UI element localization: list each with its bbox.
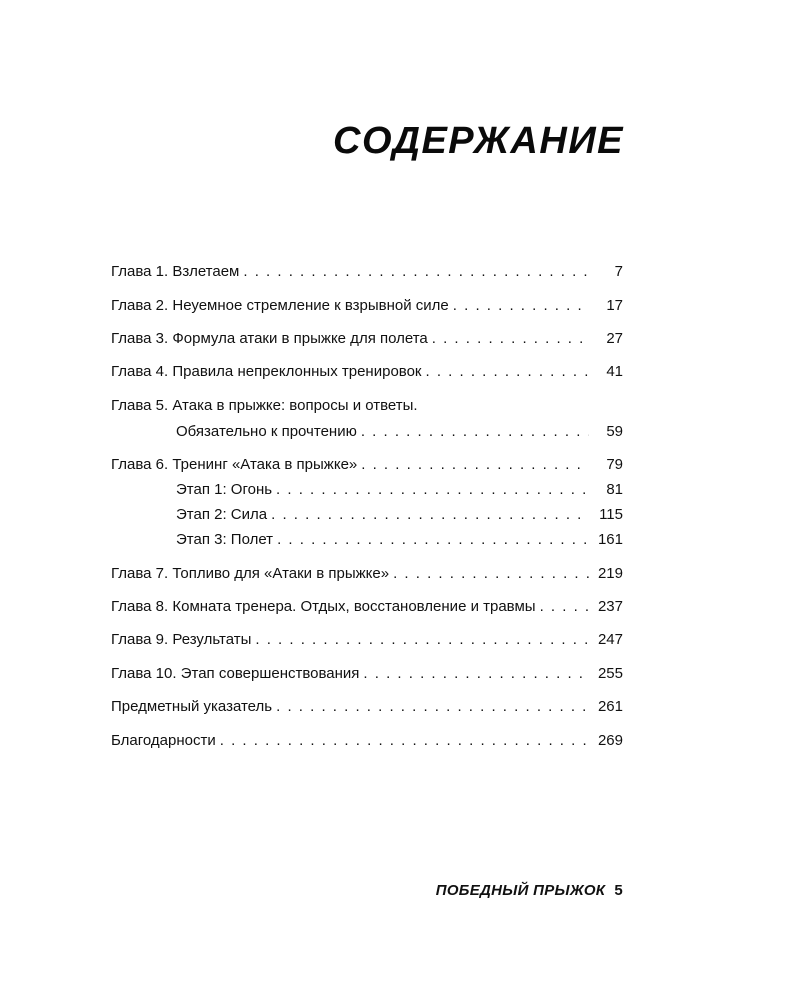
toc-entry-chapter-3[interactable] bbox=[111, 326, 623, 352]
page-title: СОДЕРЖАНИЕ bbox=[333, 120, 624, 162]
toc-entry-label: Глава 1. Взлетаем bbox=[111, 263, 240, 280]
footer-book-title: ПОБЕДНЫЙ ПРЫЖОК bbox=[435, 882, 606, 899]
running-footer bbox=[436, 881, 623, 901]
toc-entry-stage-3[interactable] bbox=[111, 527, 623, 553]
toc-entry-acknowledgements[interactable] bbox=[111, 728, 623, 754]
toc-page-number: 81 bbox=[606, 481, 623, 498]
toc-page-number: 255 bbox=[597, 665, 623, 682]
dot-leader bbox=[453, 293, 589, 319]
toc-page-number: 7 bbox=[614, 263, 623, 280]
toc-entry-chapter-8[interactable] bbox=[111, 594, 623, 620]
toc-entry-chapter-6[interactable] bbox=[111, 452, 623, 478]
dot-leader bbox=[276, 477, 589, 503]
dot-leader bbox=[363, 661, 589, 687]
dot-leader bbox=[361, 419, 589, 445]
toc-entry-label: Глава 4. Правила непреклонных тренировок bbox=[111, 363, 422, 380]
toc-page-number: 59 bbox=[606, 423, 623, 440]
toc-entry-label: Глава 8. Комната тренера. Отдых, восстановление и травмы bbox=[111, 598, 536, 615]
dot-leader bbox=[432, 326, 589, 352]
dot-leader bbox=[393, 561, 589, 587]
toc-entry-label: Глава 3. Формула атаки в прыжке для полета bbox=[111, 330, 428, 347]
toc-entry-label: Предметный указатель bbox=[111, 698, 273, 715]
toc-entry-chapter-5-continued[interactable] bbox=[111, 419, 623, 445]
toc-entry-label: Глава 5. Атака в прыжке: вопросы и ответы. bbox=[111, 397, 418, 414]
toc-entry-stage-1[interactable] bbox=[111, 477, 623, 503]
toc-page-number: 247 bbox=[597, 631, 623, 648]
toc-entry-label: Глава 9. Результаты bbox=[111, 631, 252, 648]
toc-entry-label: Этап 1: Огонь bbox=[176, 481, 273, 498]
dot-leader bbox=[271, 502, 589, 528]
toc-entry-label: Этап 3: Полет bbox=[176, 531, 274, 548]
toc-page-number: 161 bbox=[597, 531, 623, 548]
toc-entry-label: Глава 7. Топливо для «Атаки в прыжке» bbox=[111, 565, 390, 582]
dot-leader bbox=[277, 527, 589, 553]
dot-leader bbox=[426, 359, 590, 385]
dot-leader bbox=[540, 594, 589, 620]
toc-entry-chapter-1[interactable] bbox=[111, 259, 623, 285]
toc-page-number: 269 bbox=[597, 732, 623, 749]
toc-entry-stage-2[interactable] bbox=[111, 502, 623, 528]
toc-entry-label: Благодарности bbox=[111, 732, 216, 749]
toc-entry-label: Глава 6. Тренинг «Атака в прыжке» bbox=[111, 456, 358, 473]
dot-leader bbox=[276, 694, 589, 720]
table-of-contents bbox=[111, 259, 623, 754]
toc-page-number: 17 bbox=[606, 297, 623, 314]
dot-leader bbox=[361, 452, 589, 478]
toc-page-number: 41 bbox=[606, 363, 623, 380]
toc-entry-chapter-4[interactable] bbox=[111, 359, 623, 385]
toc-page-number: 219 bbox=[597, 565, 623, 582]
toc-entry-chapter-2[interactable] bbox=[111, 293, 623, 319]
toc-entry-label: Этап 2: Сила bbox=[176, 506, 268, 523]
dot-leader bbox=[255, 627, 589, 653]
toc-page-number: 261 bbox=[597, 698, 623, 715]
dot-leader bbox=[220, 728, 589, 754]
toc-page-number: 79 bbox=[606, 456, 623, 473]
toc-entry-chapter-9[interactable] bbox=[111, 627, 623, 653]
toc-page-number: 237 bbox=[597, 598, 623, 615]
toc-page-number: 115 bbox=[599, 506, 623, 523]
toc-entry-chapter-5[interactable] bbox=[111, 393, 623, 419]
toc-entry-label: Глава 2. Неуемное стремление к взрывной силе bbox=[111, 297, 449, 314]
toc-entry-label: Глава 10. Этап совершенствования bbox=[111, 665, 360, 682]
footer-page-number: 5 bbox=[614, 882, 623, 899]
toc-entry-index[interactable] bbox=[111, 694, 623, 720]
dot-leader bbox=[243, 259, 589, 285]
toc-entry-chapter-10[interactable] bbox=[111, 661, 623, 687]
toc-page-number: 27 bbox=[606, 330, 623, 347]
toc-entry-chapter-7[interactable] bbox=[111, 561, 623, 587]
toc-entry-label: Обязательно к прочтению bbox=[176, 423, 357, 440]
